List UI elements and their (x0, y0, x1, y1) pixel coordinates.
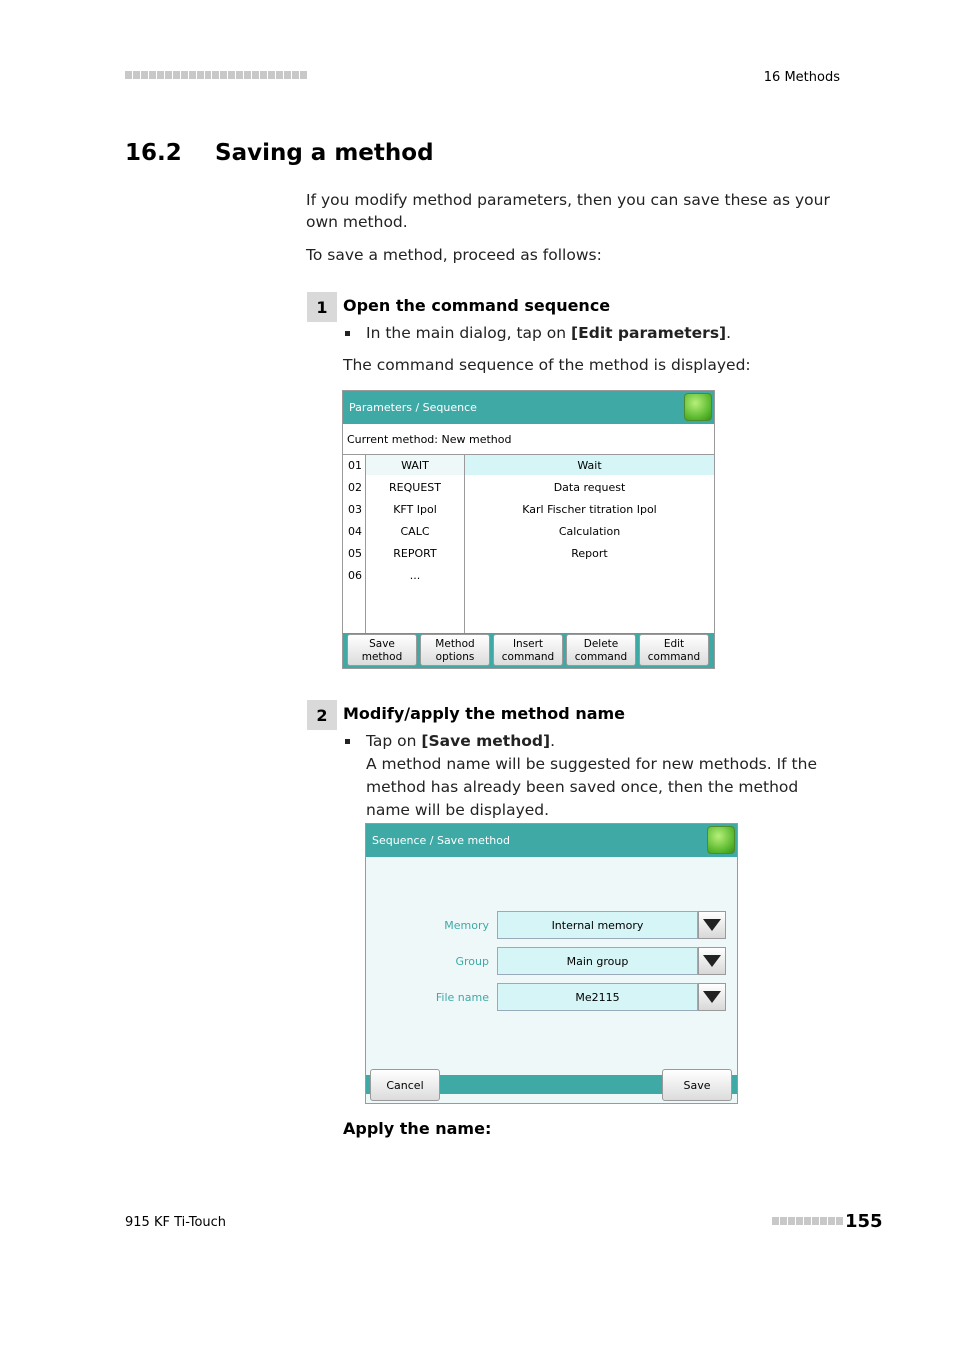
memory-label: Memory (444, 919, 489, 932)
sequence-list[interactable] (343, 455, 714, 633)
bullet-icon (345, 331, 350, 336)
group-dropdown-button[interactable] (698, 947, 726, 975)
step-result: The command sequence of the method is displayed: (343, 356, 751, 374)
apply-heading: Apply the name: (343, 1119, 492, 1138)
section-number: 16.2 (125, 140, 182, 166)
memory-field[interactable]: Internal memory (497, 911, 698, 939)
triangle-down-icon (703, 955, 721, 967)
row-number: 05 (348, 547, 362, 560)
softkey-label: Save (369, 638, 395, 650)
row-description: Wait (577, 459, 602, 472)
softkey-label: Edit (663, 638, 685, 650)
current-method: Current method: New method (347, 433, 512, 446)
step-description: A method name will be suggested for new methods. If the method has already been saved once, then the method name will be displayed. (366, 755, 817, 819)
step-number: 2 (307, 700, 337, 730)
softkey-label: options (435, 651, 475, 663)
current-method-bar (343, 424, 714, 455)
row-number: 04 (348, 525, 362, 538)
row-command: WAIT (401, 459, 429, 472)
row-command: KFT Ipol (393, 503, 437, 516)
save-button[interactable]: Save (662, 1069, 732, 1101)
step-title: Open the command sequence (343, 296, 611, 315)
intro-paragraph-2: To save a method, proceed as follows: (306, 246, 602, 264)
memory-dropdown-button[interactable] (698, 911, 726, 939)
softkey-bar (343, 633, 714, 668)
group-field[interactable]: Main group (497, 947, 698, 975)
softkey-label: command (574, 651, 628, 663)
softkey-label: Insert (512, 638, 544, 650)
save-method-softkey[interactable] (347, 634, 417, 666)
cancel-button[interactable]: Cancel (370, 1069, 440, 1101)
screen-title-bar (343, 391, 714, 424)
step-instruction: Tap on [Save method]. (366, 732, 555, 750)
row-description: Karl Fischer titration Ipol (522, 503, 657, 516)
edit-command-softkey[interactable] (639, 634, 709, 666)
screen-title-bar (366, 824, 737, 857)
group-label: Group (455, 955, 489, 968)
triangle-down-icon (703, 991, 721, 1003)
row-number: 06 (348, 569, 362, 582)
bullet-icon (345, 739, 350, 744)
step-title: Modify/apply the method name (343, 704, 626, 723)
file-name-label: File name (435, 991, 489, 1004)
row-command: CALC (400, 525, 430, 538)
softkey-label: command (501, 651, 555, 663)
step-instruction: In the main dialog, tap on [Edit parameters]. (366, 324, 732, 342)
file-name-dropdown-button[interactable] (698, 983, 726, 1011)
footer-product: 915 KF Ti-Touch (125, 1215, 227, 1230)
status-indicator-icon (707, 826, 735, 854)
softkey-label: Delete (583, 638, 619, 650)
intro-paragraph: If you modify method parameters, then you can save these as your own method. (306, 191, 830, 231)
insert-command-softkey[interactable] (493, 634, 563, 666)
row-command: REQUEST (389, 481, 441, 494)
save-method-screen (365, 823, 738, 1104)
softkey-label: method (361, 651, 403, 663)
softkey-label: command (647, 651, 701, 663)
delete-command-softkey[interactable] (566, 634, 636, 666)
row-number: 02 (348, 481, 362, 494)
status-indicator-icon (684, 393, 712, 421)
row-description: Data request (553, 481, 626, 494)
row-description: Report (571, 547, 608, 560)
method-options-softkey[interactable] (420, 634, 490, 666)
row-number: 01 (348, 459, 362, 472)
row-command: REPORT (393, 547, 437, 560)
row-command: ... (409, 569, 421, 582)
screen-title: Sequence / Save method (372, 834, 510, 847)
sequence-screen (342, 390, 715, 669)
step-number: 1 (307, 292, 337, 322)
softkey-label: Method (435, 638, 475, 650)
row-number: 03 (348, 503, 362, 516)
triangle-down-icon (703, 919, 721, 931)
header-decoration (125, 71, 307, 81)
header-chapter: 16 Methods (763, 70, 840, 85)
screen-title: Parameters / Sequence (349, 401, 477, 414)
row-description: Calculation (558, 525, 621, 538)
page-number: 155 (845, 1211, 883, 1232)
file-name-field[interactable]: Me2115 (497, 983, 698, 1011)
footer-decoration (772, 1217, 843, 1225)
section-title: Saving a method (215, 140, 434, 166)
